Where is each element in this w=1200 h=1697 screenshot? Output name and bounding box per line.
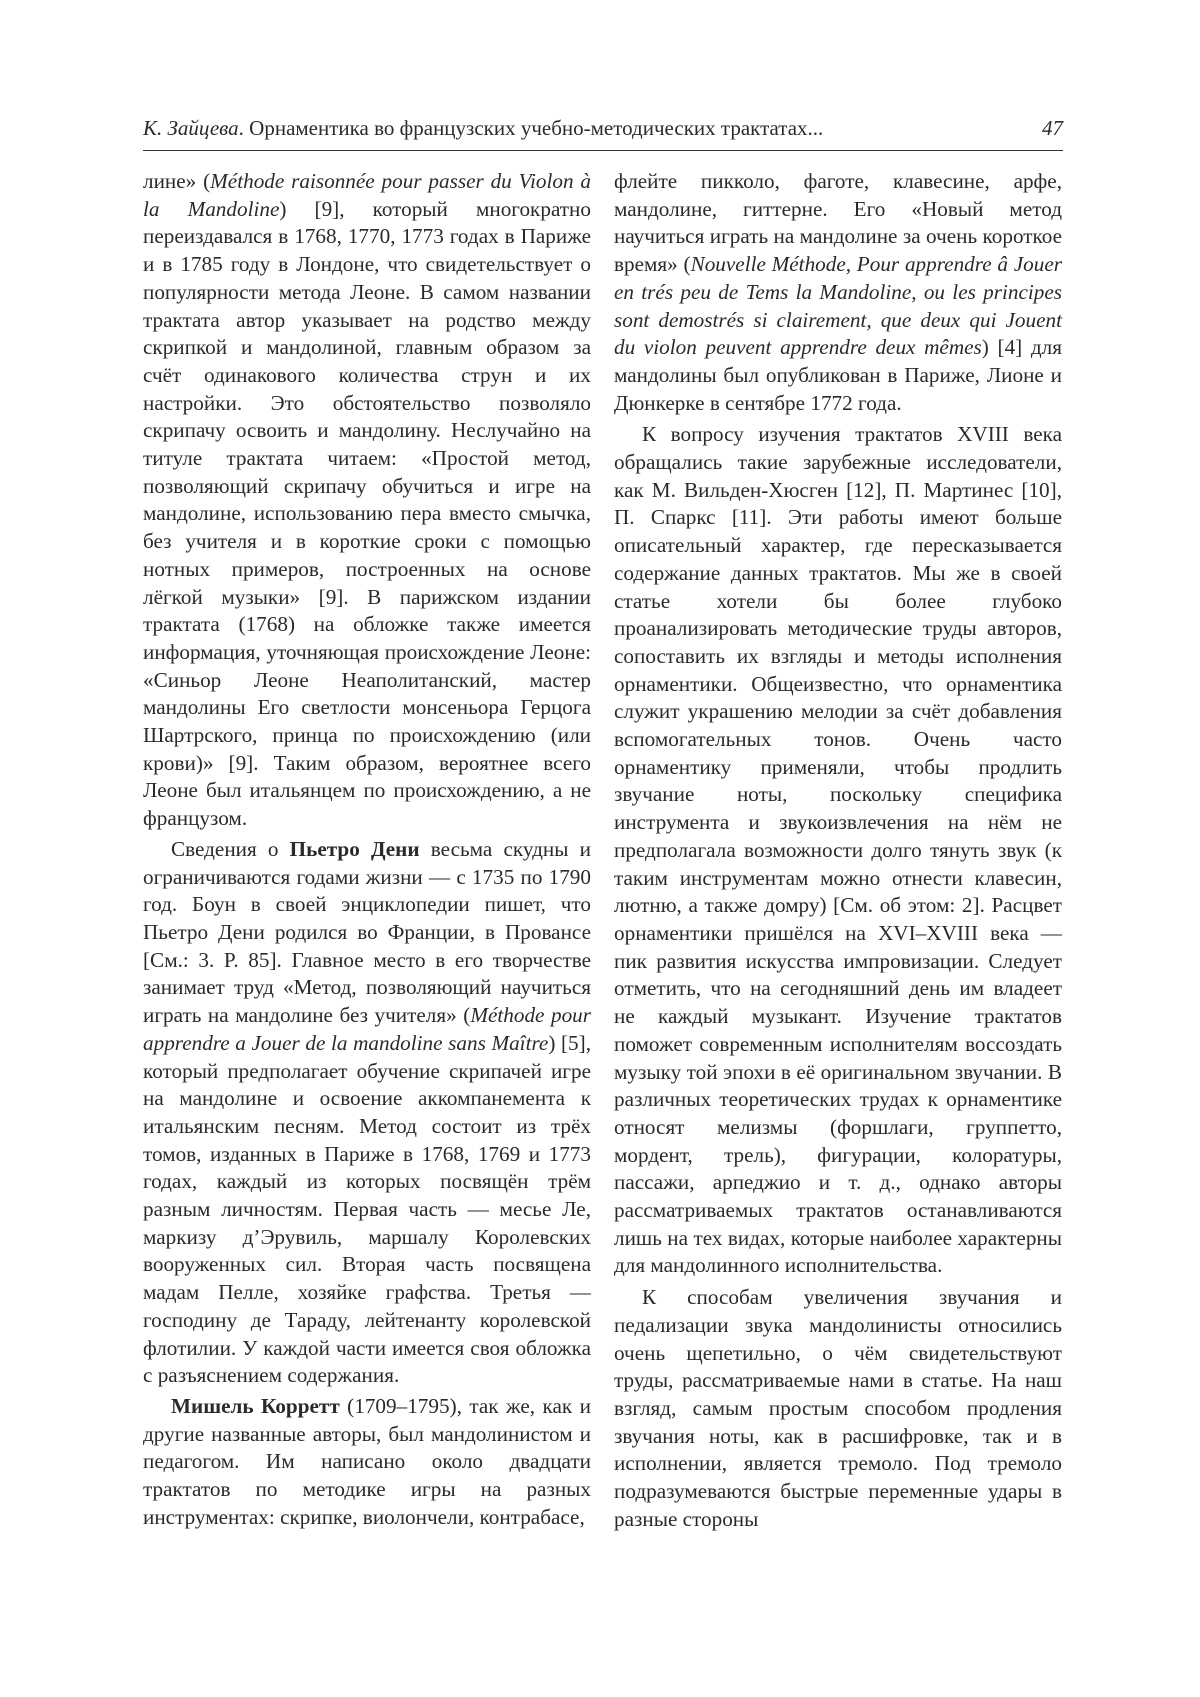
header-author: К. Зайцева <box>143 116 239 140</box>
bold-name: Мишель Корретт <box>171 1393 340 1418</box>
paragraph <box>614 168 1062 417</box>
text-run: флейте пикколо, фаготе, клавесине, арфе, мандолине, гиттерне. Его «Новый метод научиться играть на мандолине за очень короткое время» ( <box>614 169 1062 277</box>
italic-title: Nouvelle Méthode, Pour apprendre â Jouer en trés peu de Tems la Mandoline, ou les principes sont demostrés si clairement, que deux qui Jouent du violon peuvent apprendre deux mêmes <box>614 252 1062 360</box>
running-header <box>143 110 1063 146</box>
paragraph: К способам увеличения звучания и педализации звука мандолинисты относились очень щепетильно, о чём свидетельствуют труды, рассматриваемые нами в статье. На наш взгляд, самым простым способом продления звучания ноты, как в расшифровке, так и в исполнении, является тремоло. Под тремоло подразумеваются быстрые переменные удары в разные стороны <box>614 1285 1062 1531</box>
page-number: 47 <box>1042 116 1063 140</box>
text-run: ) [9], который многократно переиздавался в 1768, 1770, 1773 годах в Париже и в 1785 году в Лондоне, что свидетельствует о популярности метода Леоне. В самом названии трактата автор указывает на родство между скрипкой и мандолиной, главным образом за счёт одинакового количества струн и их настройки. Это обстоятельство позволяло скрипачу освоить и мандолину. Неслучайно на титуле трактата читаем: «Простой метод, позволяющий скрипачу обучиться и игре на мандолине, использованию пера вместо смычка, без учителя и в короткие сроки с помощью нотных примеров, построенных на основе лёгкой музыки» [9]. В парижском издании трактата (1768) на обложке также имеется информация, уточняющая происхождение Леоне: «Синьор Леоне Неаполитанский, мастер мандолины Его светлости монсеньора Герцога Шартрского, принца по происхождению (или крови)» [9]. Таким образом, вероятнее всего Леоне был итальянцем по происхождению, а не французом. <box>143 196 591 831</box>
paragraph: К вопросу изучения трактатов XVIII века обращались такие зарубежные исследователи, как М. Вильден-Хюсген [12], П. Мартинес [10], П. Спаркс [11]. Эти работы имеют больше описательный характер, где пересказывается содержание данных трактатов. Мы же в своей статье хотели бы более глубоко проанализировать методические труды авторов, сопоставить их взгляды и методы исполнения орнаментики. Общеизвестно, что орнаментика служит украшению мелодии за счёт добавления вспомогательных тонов. Очень часто орнаментику применяли, чтобы продлить звучание ноты, поскольку специфика инструмента и звукоизвлечения на нём не предполагала возможности долго тянуть звук (к таким инструментам можно отнести клавесин, лютню, а также домру) [См. об этом: 2]. Расцвет орнаментики пришёлся на XVI–XVIII века — пик развития искусства импровизации. Следует отметить, что на сегодняшний день им владеет не каждый музыкант. Изучение трактатов поможет современным исполнителям воссоздать музыку той эпохи в её оригинальном звучании. В различных теоретических трудах к орнаментике относят мелизмы (форшлаги, группетто, мордент, трель), фигурации, колоратуры, пассажи, арпеджио и т. д., однако авторы рассматриваемых трактатов останавливаются лишь на тех видах, которые наиболее характерны для мандолинного исполнительства. <box>614 422 1062 1278</box>
header-rule <box>143 150 1063 151</box>
right-column <box>614 168 1062 1533</box>
paragraph <box>143 1393 591 1532</box>
text-run: ) [4] для мандолины был опубликован в Париже, Лионе и Дюнкерке в сентябре 1772 года. <box>614 335 1063 415</box>
text-run: ) [5], который предполагает обучение скрипачей игре на мандолине и освоение аккомпанемента к итальянским песням. Метод состоит из трёх томов, изданных в Париже в 1768, 1769 и 1773 годах, каждый из которых посвящён трём разным личностям. Первая часть — месье Ле, маркизу д’Эрувиль, маршалу Королевских вооруженных сил. Вторая часть посвящена мадам Пелле, хозяйке графства. Третья — господину де Тараду, лейтенанту королевской флотилии. У каждой части имеется своя обложка с разъяснением содержания. <box>143 1030 592 1388</box>
italic-title: Méthode raisonnée pour passer du Violon à la Mandoline <box>143 169 591 221</box>
italic-title: Méthode pour apprendre a Jouer de la mandoline sans Maître <box>143 1003 591 1055</box>
paragraph <box>143 836 591 1390</box>
left-column <box>143 168 591 1531</box>
text-run: лине» ( <box>143 169 211 193</box>
text-run: (1709–1795), так же, как и другие названные авторы, был мандолинистом и педагогом. Им написано около двадцати трактатов по методике игры на разных инструментах: скрипке, виолончели, контрабасе, <box>143 1393 591 1529</box>
paragraph <box>143 168 591 833</box>
text-run: весьма скудны и ограничиваются годами жизни — с 1735 по 1790 год. Боун в своей энциклопедии пишет, что Пьетро Дени родился во Франции, в Провансе [См.: 3. P. 85]. Главное место в его творчестве занимает труд «Метод, позволяющий научиться играть на мандолине без учителя» ( <box>143 836 591 1028</box>
running-title <box>143 110 823 146</box>
bold-name: Пьетро Дени <box>289 836 420 861</box>
text-run: Сведения о <box>171 836 290 861</box>
header-article-title: . Орнаментика во французских учебно-методических трактатах... <box>238 116 824 140</box>
